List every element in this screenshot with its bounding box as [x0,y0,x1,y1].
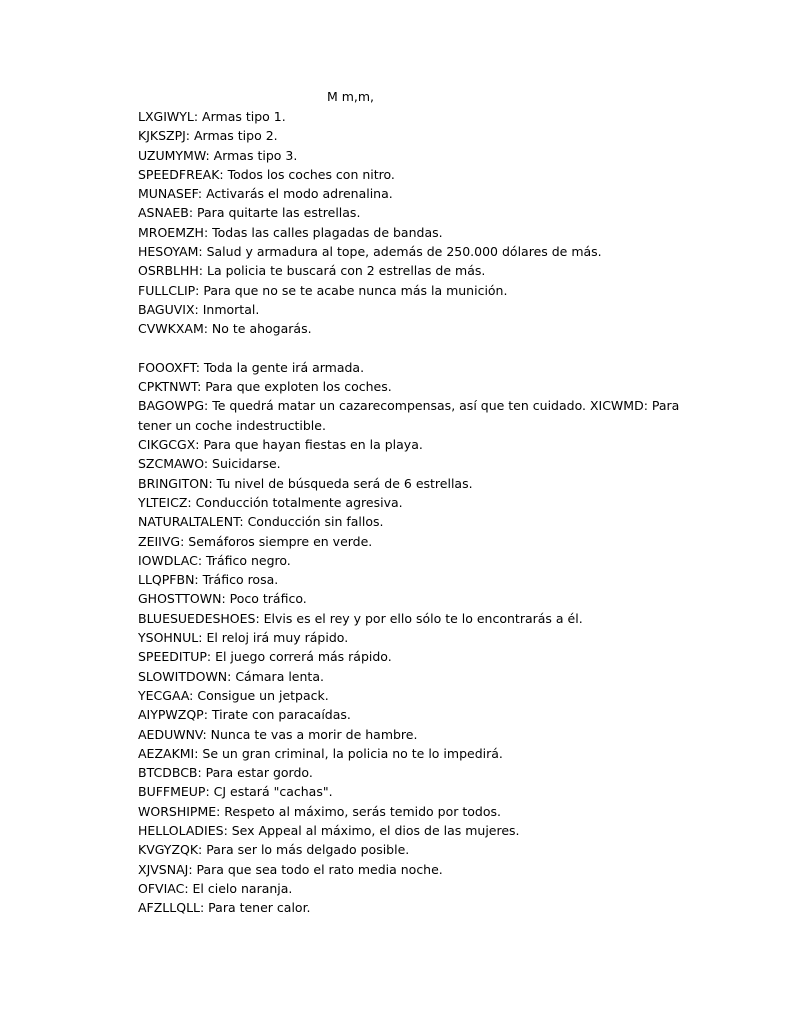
cheat-line: ZEIIVG: Semáforos siempre en verde. [138,533,373,549]
cheat-line: NATURALTALENT: Conducción sin fallos. [138,514,384,530]
cheat-line: FOOOXFT: Toda la gente irá armada. [138,359,365,375]
cheat-line: IOWDLAC: Tráfico negro. [138,552,291,568]
cheat-line: AEZAKMI: Se un gran criminal, la policia no te lo impedirá. [138,745,503,761]
cheat-line: BLUESUEDESHOES: Elvis es el rey y por ello sólo te lo encontrarás a él. [138,610,583,626]
cheat-line: LXGIWYL: Armas tipo 1. [138,109,286,124]
cheat-line: HESOYAM: Salud y armadura al tope, además de 250.000 dólares de más. [138,244,602,260]
cheat-line: CIKGCGX: Para que hayan fiestas en la playa. [138,437,423,453]
cheat-line: CPKTNWT: Para que exploten los coches. [138,379,392,395]
cheat-line: UZUMYMW: Armas tipo 3. [138,147,298,163]
cheat-line: AEDUWNV: Nunca te vas a morir de hambre. [138,726,418,742]
cheat-line: GHOSTTOWN: Poco tráfico. [138,591,307,607]
cheat-line: KJKSZPJ: Armas tipo 2. [138,128,278,144]
cheat-section-2 [138,358,698,918]
cheat-line: YLTEICZ: Conducción totalmente agresiva. [138,494,403,510]
cheat-line: YSOHNUL: El reloj irá muy rápido. [138,630,349,646]
cheat-line: BRINGITON: Tu nivel de búsqueda será de 6 estrellas. [138,475,473,491]
cheat-line: BAGUVIX: Inmortal. [138,301,260,317]
cheat-line: MUNASEF: Activarás el modo adrenalina. [138,186,393,202]
cheat-line: AIYPWZQP: Tirate con paracaídas. [138,707,351,723]
cheat-section-1 [138,107,698,339]
cheat-line: SZCMAWO: Suicidarse. [138,456,281,472]
cheat-line: SPEEDITUP: El juego correrá más rápido. [138,649,392,665]
cheat-line: HELLOLADIES: Sex Appeal al máximo, el dios de las mujeres. [138,822,520,838]
cheat-line: MROEMZH: Todas las calles plagadas de bandas. [138,224,443,240]
cheat-line: LLQPFBN: Tráfico rosa. [138,572,279,588]
cheat-line: ASNAEB: Para quitarte las estrellas. [138,205,361,221]
cheat-line: BUFFMEUP: CJ estará "cachas". [138,784,333,800]
cheat-line: CVWKXAM: No te ahogarás. [138,321,312,337]
cheat-line: OSRBLHH: La policia te buscará con 2 estrellas de más. [138,263,486,279]
cheat-line: XJVSNAJ: Para que sea todo el rato media noche. [138,861,443,877]
cheat-line: YECGAA: Consigue un jetpack. [138,687,329,703]
document-title: M m,m, [326,89,375,104]
cheat-line: SPEEDFREAK: Todos los coches con nitro. [138,166,395,182]
cheat-line: KVGYZQK: Para ser lo más delgado posible. [138,842,410,858]
section-gap [138,339,698,358]
cheat-line: OFVIAC: El cielo naranja. [138,880,293,896]
cheat-line: SLOWITDOWN: Cámara lenta. [138,668,324,684]
cheat-line: FULLCLIP: Para que no se te acabe nunca más la munición. [138,282,508,298]
cheat-line: AFZLLQLL: Para tener calor. [138,900,311,916]
cheat-code-list [138,107,698,917]
cheat-line: BAGOWPG: Te quedrá matar un cazarecompensas, así que ten cuidado. XICWMD: Para tener un coche indestructible. [138,398,680,433]
cheat-line: BTCDBCB: Para estar gordo. [138,765,313,781]
cheat-line: WORSHIPME: Respeto al máximo, serás temido por todos. [138,803,501,819]
